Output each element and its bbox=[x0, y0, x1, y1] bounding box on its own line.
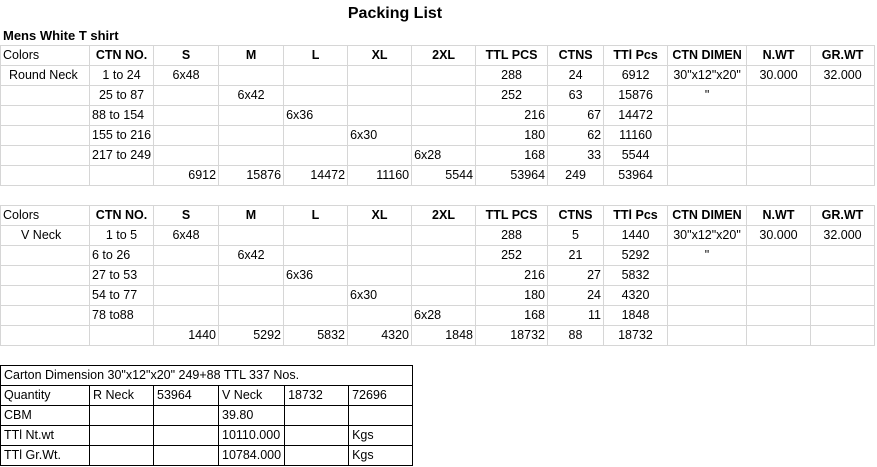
gwt-unit: Kgs bbox=[349, 446, 413, 466]
cell-xl: 6x30 bbox=[348, 126, 412, 146]
cell-xxl bbox=[412, 126, 476, 146]
cell-ttlpcs: 6912 bbox=[604, 66, 668, 86]
column-header: M bbox=[219, 206, 284, 226]
cell-ttlpcs: 15876 bbox=[604, 86, 668, 106]
column-header: TTl Pcs bbox=[604, 46, 668, 66]
totals-row bbox=[1, 166, 875, 186]
cell-xl bbox=[348, 246, 412, 266]
cell-m bbox=[219, 146, 284, 166]
cell-ttlpcs: 1848 bbox=[604, 306, 668, 326]
cell-ttl: 288 bbox=[476, 66, 548, 86]
cell-l bbox=[284, 286, 348, 306]
column-header: CTNS bbox=[548, 206, 604, 226]
cell-xl bbox=[348, 106, 412, 126]
carton-dimension-cell: Carton Dimension 30"x12"x20" 249+88 TTL 337 Nos. bbox=[1, 366, 413, 386]
cell-ttlpcs: 11160 bbox=[604, 126, 668, 146]
cell-color bbox=[1, 286, 90, 306]
cell-m: 6x42 bbox=[219, 86, 284, 106]
cell-ctns: 11 bbox=[548, 306, 604, 326]
column-header: N.WT bbox=[747, 206, 811, 226]
cell-ctns: 5 bbox=[548, 226, 604, 246]
cell-s bbox=[154, 86, 219, 106]
cell-s bbox=[154, 146, 219, 166]
summary-nwt-row bbox=[1, 426, 413, 446]
column-header: 2XL bbox=[412, 46, 476, 66]
total-s: 1440 bbox=[154, 326, 219, 346]
nwt-unit: Kgs bbox=[349, 426, 413, 446]
cell-ttl: 168 bbox=[476, 146, 548, 166]
cell-l bbox=[284, 246, 348, 266]
cell-color bbox=[1, 106, 90, 126]
cell-ctns: 27 bbox=[548, 266, 604, 286]
cell-nwt bbox=[747, 126, 811, 146]
total-ttl: 53964 bbox=[476, 166, 548, 186]
cell-l bbox=[284, 226, 348, 246]
cell-gwt bbox=[811, 86, 875, 106]
cell-xl bbox=[348, 86, 412, 106]
cell-color bbox=[1, 266, 90, 286]
column-header: L bbox=[284, 46, 348, 66]
table-header-row bbox=[1, 46, 875, 66]
cell-dim bbox=[668, 266, 747, 286]
product-subtitle: Mens White T shirt bbox=[3, 28, 119, 43]
cell-ctn: 25 to 87 bbox=[90, 86, 154, 106]
cell-color bbox=[1, 146, 90, 166]
column-header: M bbox=[219, 46, 284, 66]
cell-dim bbox=[668, 106, 747, 126]
v-neck-label: V Neck bbox=[219, 386, 285, 406]
total-xxl: 5544 bbox=[412, 166, 476, 186]
cell-m bbox=[219, 306, 284, 326]
column-header: CTN NO. bbox=[90, 206, 154, 226]
table-row bbox=[1, 246, 875, 266]
cell-xxl: 6x28 bbox=[412, 306, 476, 326]
cell-ctn: 27 to 53 bbox=[90, 266, 154, 286]
table-row bbox=[1, 146, 875, 166]
summary-quantity-row bbox=[1, 386, 413, 406]
total-ttl: 18732 bbox=[476, 326, 548, 346]
cell-xl: 6x30 bbox=[348, 286, 412, 306]
column-header: Colors bbox=[1, 46, 90, 66]
cell-xxl: 6x28 bbox=[412, 146, 476, 166]
cell-dim bbox=[668, 126, 747, 146]
cell-gwt bbox=[811, 266, 875, 286]
cell-dim: " bbox=[668, 246, 747, 266]
total-xl: 4320 bbox=[348, 326, 412, 346]
cell-xxl bbox=[412, 246, 476, 266]
cell-s bbox=[154, 286, 219, 306]
cell-ttl: 168 bbox=[476, 306, 548, 326]
total-l: 5832 bbox=[284, 326, 348, 346]
cell-ctn: 88 to 154 bbox=[90, 106, 154, 126]
cell-l: 6x36 bbox=[284, 106, 348, 126]
cell-color bbox=[1, 86, 90, 106]
quantity-label: Quantity bbox=[1, 386, 90, 406]
cell-ctns: 67 bbox=[548, 106, 604, 126]
cell-ttlpcs: 5832 bbox=[604, 266, 668, 286]
cbm-label: CBM bbox=[1, 406, 90, 426]
total-xl: 11160 bbox=[348, 166, 412, 186]
gwt-value: 10784.000 bbox=[219, 446, 285, 466]
cell-nwt: 30.000 bbox=[747, 66, 811, 86]
cell-ctn: 1 to 5 bbox=[90, 226, 154, 246]
column-header: 2XL bbox=[412, 206, 476, 226]
total-m: 5292 bbox=[219, 326, 284, 346]
r-neck-label: R Neck bbox=[90, 386, 154, 406]
cell-nwt: 30.000 bbox=[747, 226, 811, 246]
cell-l bbox=[284, 146, 348, 166]
column-header: TTl Pcs bbox=[604, 206, 668, 226]
cell-gwt: 32.000 bbox=[811, 226, 875, 246]
cell-nwt bbox=[747, 86, 811, 106]
column-header: TTL PCS bbox=[476, 206, 548, 226]
total-ctns: 249 bbox=[548, 166, 604, 186]
table-header-row bbox=[1, 206, 875, 226]
cell-xl bbox=[348, 66, 412, 86]
cell-gwt: 32.000 bbox=[811, 66, 875, 86]
cell-ctns: 21 bbox=[548, 246, 604, 266]
table-row bbox=[1, 66, 875, 86]
cell-xxl bbox=[412, 106, 476, 126]
cell-xl bbox=[348, 266, 412, 286]
cell-ttlpcs: 14472 bbox=[604, 106, 668, 126]
cell-gwt bbox=[811, 146, 875, 166]
r-neck-qty: 53964 bbox=[154, 386, 219, 406]
cell-dim bbox=[668, 306, 747, 326]
cell-m: 6x42 bbox=[219, 246, 284, 266]
column-header: S bbox=[154, 206, 219, 226]
total-s: 6912 bbox=[154, 166, 219, 186]
cell-dim: 30"x12"x20" bbox=[668, 66, 747, 86]
cell-ctn: 6 to 26 bbox=[90, 246, 154, 266]
total-m: 15876 bbox=[219, 166, 284, 186]
table-row bbox=[1, 266, 875, 286]
cell-nwt bbox=[747, 306, 811, 326]
column-header: TTL PCS bbox=[476, 46, 548, 66]
cell-ttl: 216 bbox=[476, 266, 548, 286]
cell-ctns: 24 bbox=[548, 286, 604, 306]
gwt-label: TTl Gr.Wt. bbox=[1, 446, 90, 466]
cell-nwt bbox=[747, 286, 811, 306]
total-l: 14472 bbox=[284, 166, 348, 186]
cell-ctn: 54 to 77 bbox=[90, 286, 154, 306]
summary-cbm-row bbox=[1, 406, 413, 426]
cell-ctns: 62 bbox=[548, 126, 604, 146]
column-header: L bbox=[284, 206, 348, 226]
cell-ttlpcs: 5544 bbox=[604, 146, 668, 166]
round-neck-table bbox=[0, 45, 875, 186]
table-row bbox=[1, 226, 875, 246]
cell-ttlpcs: 1440 bbox=[604, 226, 668, 246]
cell-gwt bbox=[811, 106, 875, 126]
cell-ttl: 252 bbox=[476, 86, 548, 106]
table-row bbox=[1, 286, 875, 306]
cell-gwt bbox=[811, 246, 875, 266]
cell-ttl: 252 bbox=[476, 246, 548, 266]
table-row bbox=[1, 106, 875, 126]
cell-s bbox=[154, 306, 219, 326]
cell-dim: 30"x12"x20" bbox=[668, 226, 747, 246]
summary-carton-row bbox=[1, 366, 413, 386]
cell-xl bbox=[348, 226, 412, 246]
cell-l bbox=[284, 306, 348, 326]
cell-color: V Neck bbox=[1, 226, 90, 246]
total-ctns: 88 bbox=[548, 326, 604, 346]
page-title: Packing List bbox=[347, 5, 443, 22]
total-ttlpcs: 53964 bbox=[604, 166, 668, 186]
cell-s bbox=[154, 246, 219, 266]
cell-ctns: 63 bbox=[548, 86, 604, 106]
cell-s: 6x48 bbox=[154, 226, 219, 246]
totals-row bbox=[1, 326, 875, 346]
cell-ctn: 217 to 249 bbox=[90, 146, 154, 166]
column-header: GR.WT bbox=[811, 206, 875, 226]
cell-m bbox=[219, 266, 284, 286]
nwt-label: TTl Nt.wt bbox=[1, 426, 90, 446]
cell-ctns: 24 bbox=[548, 66, 604, 86]
summary-gwt-row bbox=[1, 446, 413, 466]
cell-nwt bbox=[747, 146, 811, 166]
cell-xl bbox=[348, 146, 412, 166]
cell-l bbox=[284, 126, 348, 146]
cell-ttl: 288 bbox=[476, 226, 548, 246]
total-qty: 72696 bbox=[349, 386, 413, 406]
cell-color bbox=[1, 126, 90, 146]
column-header: CTN NO. bbox=[90, 46, 154, 66]
v-neck-table bbox=[0, 205, 875, 346]
column-header: N.WT bbox=[747, 46, 811, 66]
cell-color: Round Neck bbox=[1, 66, 90, 86]
table-row bbox=[1, 306, 875, 326]
total-ttlpcs: 18732 bbox=[604, 326, 668, 346]
column-header: CTN DIMEN bbox=[668, 46, 747, 66]
summary-table bbox=[0, 365, 413, 466]
cell-xxl bbox=[412, 226, 476, 246]
column-header: XL bbox=[348, 46, 412, 66]
cell-ctn: 1 to 24 bbox=[90, 66, 154, 86]
cell-m bbox=[219, 226, 284, 246]
cell-ttlpcs: 5292 bbox=[604, 246, 668, 266]
cell-ttlpcs: 4320 bbox=[604, 286, 668, 306]
cell-color bbox=[1, 306, 90, 326]
cell-s: 6x48 bbox=[154, 66, 219, 86]
column-header: Colors bbox=[1, 206, 90, 226]
cell-l bbox=[284, 86, 348, 106]
table-row bbox=[1, 126, 875, 146]
cell-l bbox=[284, 66, 348, 86]
cbm-value: 39.80 bbox=[219, 406, 285, 426]
cell-dim bbox=[668, 286, 747, 306]
cell-gwt bbox=[811, 126, 875, 146]
cell-xxl bbox=[412, 286, 476, 306]
cell-nwt bbox=[747, 106, 811, 126]
cell-xl bbox=[348, 306, 412, 326]
cell-l: 6x36 bbox=[284, 266, 348, 286]
cell-m bbox=[219, 106, 284, 126]
cell-m bbox=[219, 286, 284, 306]
cell-xxl bbox=[412, 266, 476, 286]
cell-s bbox=[154, 106, 219, 126]
v-neck-qty: 18732 bbox=[285, 386, 349, 406]
cell-ttl: 180 bbox=[476, 126, 548, 146]
cell-m bbox=[219, 66, 284, 86]
cell-nwt bbox=[747, 266, 811, 286]
column-header: CTNS bbox=[548, 46, 604, 66]
cell-s bbox=[154, 266, 219, 286]
column-header: S bbox=[154, 46, 219, 66]
cell-ctn: 155 to 216 bbox=[90, 126, 154, 146]
column-header: GR.WT bbox=[811, 46, 875, 66]
column-header: CTN DIMEN bbox=[668, 206, 747, 226]
table-row bbox=[1, 86, 875, 106]
cell-ttl: 180 bbox=[476, 286, 548, 306]
cell-gwt bbox=[811, 286, 875, 306]
cell-xxl bbox=[412, 86, 476, 106]
column-header: XL bbox=[348, 206, 412, 226]
cell-dim bbox=[668, 146, 747, 166]
cell-s bbox=[154, 126, 219, 146]
cell-ttl: 216 bbox=[476, 106, 548, 126]
cell-dim: " bbox=[668, 86, 747, 106]
cell-xxl bbox=[412, 66, 476, 86]
cell-color bbox=[1, 246, 90, 266]
cell-nwt bbox=[747, 246, 811, 266]
cell-ctns: 33 bbox=[548, 146, 604, 166]
cell-ctn: 78 to88 bbox=[90, 306, 154, 326]
total-xxl: 1848 bbox=[412, 326, 476, 346]
cell-gwt bbox=[811, 306, 875, 326]
cell-m bbox=[219, 126, 284, 146]
nwt-value: 10110.000 bbox=[219, 426, 285, 446]
